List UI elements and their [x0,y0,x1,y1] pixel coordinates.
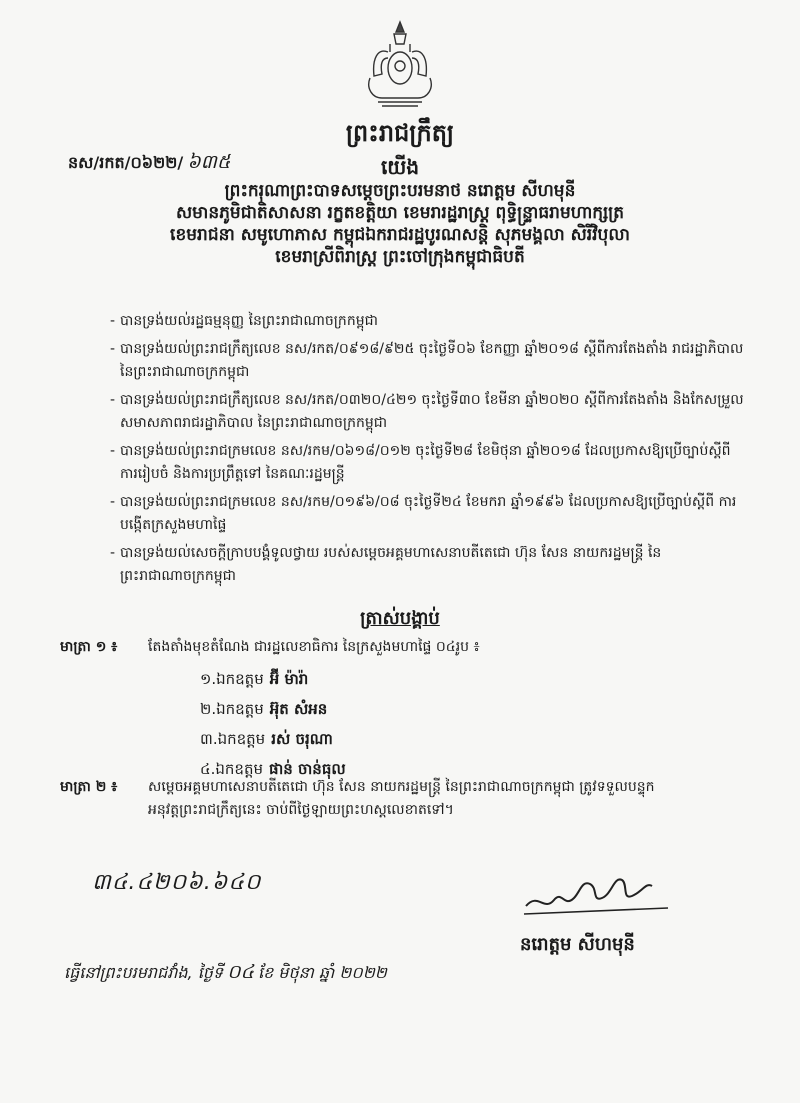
legal-basis-item: - បានទ្រង់យល់ព្រះរាជក្រមលេខ នស/រកម/០១៩៦/០៨ ចុះថ្ងៃទី២៤ ខែមករា ឆ្នាំ១៩៩៦ ដែលប្រកាសឱ្យប្រើច្បាប់ស្ដីពី ការបង្កើតក្រសួងមហាផ្ទៃ [110,494,737,533]
royal-preamble [0,180,800,268]
legal-basis-item: - បានទ្រង់យល់សេចក្ដីក្រាបបង្គំទូលថ្វាយ របស់សម្ដេចអគ្គមហាសេនាបតីតេជោ ហ៊ុន សែន នាយករដ្ឋមន្ដ្រី នៃ ព្រះរាជាណាចក្រកម្ពុជា [110,545,662,584]
appointee-name: ផាន់ ចាន់ធុល [269,760,346,778]
article-1 [60,636,760,659]
date-day: ០៤ [227,961,254,983]
appointee-title: ១.ឯកឧត្ដម [200,670,264,688]
appointee-name: រស់ ចរុណា [271,730,333,748]
appointee-title: ៣.ឯកឧត្ដម [200,730,266,748]
decision-heading: ត្រាស់បង្គាប់ [360,608,440,629]
article-text: សម្ដេចអគ្គមហាសេនាបតីតេជោ ហ៊ុន សែន នាយករដ្ឋមន្ដ្រី នៃព្រះរាជាណាចក្រកម្ពុជា ត្រូវទទួលបន្ទុក [148,779,655,795]
appointee-name: អ៊ុត សំអន [269,700,328,718]
decree-title: ព្រះរាជក្រឹត្យ [345,119,455,147]
legal-basis-text: បានទ្រង់យល់ព្រះរាជក្រមលេខ នស/រកម/០៦១៨/០១២ ចុះថ្ងៃទី២៨ ខែមិថុនា ឆ្នាំ២០១៨ ដែលប្រកាសឱ្យប្រើច្បាប់ស្ដីពី ការរៀបចំ និងការប្រព្រឹត្ដទៅ នៃគណៈរដ្ឋមន្ដ្រី [120,443,731,482]
legal-basis-item: - បានទ្រង់យល់ព្រះរាជក្រមលេខ នស/រកម/០៦១៨/០១២ ចុះថ្ងៃទី២៨ ខែមិថុនា ឆ្នាំ២០១៨ ដែលប្រកាសឱ្យប្រើច្បាប់ស្ដីពី ការរៀបចំ និងការប្រព្រឹត្ដទៅ នៃគណៈរដ្ឋមន្ដ្រី [110,443,731,482]
article-label: មាត្រា ២ ៖ [60,779,118,795]
reference-prefix: នស/រកត/០៦២២/ [68,153,184,172]
preamble-line: សមានភូមិជាតិសាសនា រក្ខតខត្តិយា ខេមរារដ្ឋរាស្ដ្រ ពុទ្ធិន្ទ្រាធរាមហាក្សត្រ [175,203,625,223]
legal-basis-text: បានទ្រង់យល់ព្រះរាជក្រឹត្យលេខ នស/រកត/០៩១៨/៩២៥ ចុះថ្ងៃទី០៦ ខែកញ្ញា ឆ្នាំ២០១៨ ស្ដីពីការតែងតាំង រាជរដ្ឋាភិបាល នៃព្រះរាជាណាចក្រកម្ពុជា [120,341,744,380]
signer-name: នរោត្ដម សីហមុនី [520,934,635,955]
reference-handwritten: ៦៣៥ [187,151,231,173]
legal-basis-text: បានទ្រង់យល់ព្រះរាជក្រមលេខ នស/រកម/០១៩៦/០៨ ចុះថ្ងៃទី២៤ ខែមករា ឆ្នាំ១៩៩៦ ដែលប្រកាសឱ្យប្រើច្បាប់ស្ដីពី ការបង្កើតក្រសួងមហាផ្ទៃ [120,494,737,533]
legal-basis-item: - បានទ្រង់យល់ព្រះរាជក្រឹត្យលេខ នស/រកត/០៣២០/៤២១ ចុះថ្ងៃទី៣០ ខែមីនា ឆ្នាំ២០២០ ស្ដីពីការតែងតាំង និងកែសម្រួល សមាសភាពរាជរដ្ឋាភិបាល នៃព្រះរាជាណាចក្រកម្ពុជា [110,392,744,431]
appointee-item [200,664,346,694]
royal-signature-icon [518,862,678,922]
date-suffix: ខែ មិថុនា ឆ្នាំ ២០២២ [257,963,387,982]
legal-basis-item: - បានទ្រង់យល់ព្រះរាជក្រឹត្យលេខ នស/រកត/០៩១៨/៩២៥ ចុះថ្ងៃទី០៦ ខែកញ្ញា ឆ្នាំ២០១៨ ស្ដីពីការតែងតាំង រាជរដ្ឋាភិបាល នៃព្រះរាជាណាចក្រកម្ពុជា [110,341,744,380]
legal-basis-text: បានទ្រង់យល់សេចក្ដីក្រាបបង្គំទូលថ្វាយ របស់សម្ដេចអគ្គមហាសេនាបតីតេជោ ហ៊ុន សែន នាយករដ្ឋមន្ដ្រី នៃ ព្រះរាជាណាចក្រកម្ពុជា [120,545,662,584]
article-text: តែងតាំងមុខតំណែង ជារដ្ឋលេខាធិការ នៃក្រសួងមហាផ្ទៃ ០៤រូប ៖ [148,639,480,655]
appointee-item [200,694,346,724]
preamble-line: ខេមរាជនា សមូហោភាស កម្ពុជឯករាជរដ្ឋបូរណសន្ដិ សុភមង្គលា សិរីវិបុលា [170,225,630,245]
legal-basis-list [110,310,750,593]
legal-basis-text: បានទ្រង់យល់ព្រះរាជក្រឹត្យលេខ នស/រកត/០៣២០/៤២១ ចុះថ្ងៃទី៣០ ខែមីនា ឆ្នាំ២០២០ ស្ដីពីការតែងតាំង និងកែសម្រួល សមាសភាពរាជរដ្ឋាភិបាល នៃព្រះរាជាណាចក្រកម្ពុជា [120,392,744,431]
article-label: មាត្រា ១ ៖ [60,639,118,655]
royal-emblem-icon [360,18,440,110]
appointee-title: ៤.ឯកឧត្ដម [200,760,263,778]
date-prefix: ធ្វើនៅព្រះបរមរាជវាំង, ថ្ងៃទី [64,963,224,982]
appointee-title: ២.ឯកឧត្ដម [200,700,264,718]
preamble-line: ខេមរាស្រីពិរាស្ដ្រ ព្រះចៅក្រុងកម្ពុជាធិបតី [275,247,525,267]
article-text-continued: អនុវត្ដព្រះរាជក្រឹត្យនេះ ចាប់ពីថ្ងៃឡាយព្រះហស្ដលេខាតទៅ។ [148,802,454,818]
appointee-name: អ៊ី ម៉ារ៉ា [269,670,309,688]
legal-basis-text: បានទ្រង់យល់រដ្ឋធម្មនុញ្ញ នៃព្រះរាជាណាចក្រកម្ពុជា [120,313,378,329]
appointee-list [200,664,346,784]
legal-basis-item: - បានទ្រង់យល់រដ្ឋធម្មនុញ្ញ នៃព្រះរាជាណាចក្រកម្ពុជា [110,313,378,329]
archive-number: ៣៤.៤២០៦.៦៤០ [92,870,262,895]
preamble-line: ព្រះករុណាព្រះបាទសម្ដេចព្រះបរមនាថ នរោត្ដម សីហមុនី [224,181,576,201]
date-line [64,960,387,988]
we-heading: យើង [380,155,420,179]
appointee-item [200,724,346,754]
article-2 [60,776,770,822]
